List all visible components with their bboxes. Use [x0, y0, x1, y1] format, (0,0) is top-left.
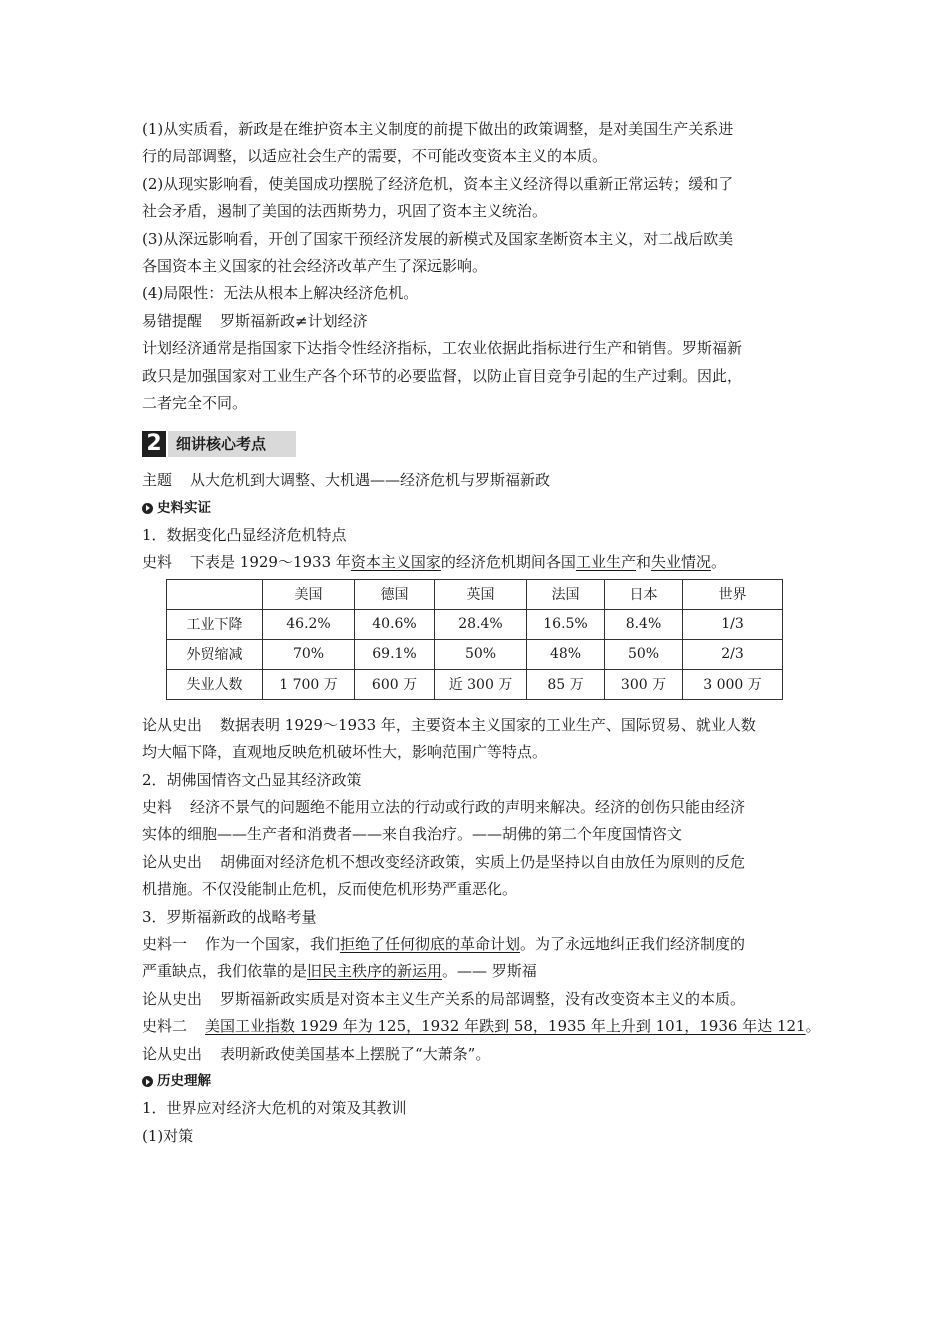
- error-tip-text: [142, 335, 814, 417]
- underlined-text: 拒绝了任何彻底的革命计划: [340, 934, 521, 953]
- paragraph-limitation: (4)局限性：无法从根本上解决经济危机。: [142, 284, 419, 303]
- theme-line: [142, 467, 814, 494]
- conclusion-label: 论从史出: [142, 1044, 203, 1063]
- table-row: [167, 639, 783, 669]
- underlined-text: 工业生产: [575, 553, 636, 572]
- table-cell: 近 300 万: [435, 669, 527, 699]
- table-cell: 40.6%: [355, 609, 435, 639]
- item-heading: 1．世界应对经济大危机的对策及其教训: [142, 1099, 407, 1118]
- source-label: 史料二: [142, 1017, 188, 1036]
- source-text: 下表是 1929～1933 年: [190, 553, 351, 572]
- source-label: 史料: [142, 553, 173, 572]
- table-header-cell: 美国: [263, 579, 355, 609]
- conclusion-line: 均大幅下降，直观地反映危机破坏性大，影响范围广等特点。: [142, 743, 548, 762]
- source-line: [142, 794, 814, 821]
- table-header-row: [167, 579, 783, 609]
- text-line: 计划经济通常是指国家下达指令性经济指标，工农业依据此指标进行生产和销售。罗斯福新: [142, 339, 743, 358]
- conclusion-line: [142, 1041, 814, 1068]
- table-header-cell: 德国: [355, 579, 435, 609]
- source-text: 。为了永远地纠正我们经济制度的: [520, 934, 746, 953]
- table-cell: 2/3: [683, 639, 783, 669]
- text-line: 二者完全不同。: [142, 393, 248, 412]
- theme-text: 从大危机到大调整、大机遇——经济危机与罗斯福新政: [190, 471, 551, 490]
- play-circle-icon: [142, 503, 153, 514]
- table-row: [167, 669, 783, 699]
- source-text: 经济不景气的问题绝不能用立法的行动或行政的声明来解决。经济的创伤只能由经济: [190, 798, 746, 817]
- conclusion-line: [142, 712, 814, 739]
- underlined-text: 资本主义国家: [350, 553, 441, 572]
- paragraph-reality: [142, 171, 814, 226]
- text-line: (2)从现实影响看，使美国成功摆脱了经济危机，资本主义经济得以重新正常运转；缓和了: [142, 174, 734, 193]
- tag-evidence: [142, 495, 814, 522]
- source-line: [142, 549, 814, 576]
- paragraph-essence: [142, 116, 814, 171]
- table-cell: 1/3: [683, 609, 783, 639]
- source-text: 的经济危机期间各国: [440, 553, 576, 572]
- table-header-cell: 法国: [527, 579, 605, 609]
- source-line: [142, 931, 814, 958]
- table-header-cell: 世界: [683, 579, 783, 609]
- source-text: 。: [805, 1017, 821, 1036]
- conclusion-label: 论从史出: [142, 852, 203, 871]
- source-text: 严重缺点，我们依靠的是: [142, 962, 308, 981]
- source-label: 史料一: [142, 934, 188, 953]
- conclusion-label: 论从史出: [142, 989, 203, 1008]
- source-text: 和: [635, 553, 651, 572]
- source-line: [142, 1013, 821, 1040]
- table-cell: 69.1%: [355, 639, 435, 669]
- conclusion-line: 机措施。不仅没能制止危机，反而使危机形势严重恶化。: [142, 880, 518, 899]
- section-header: [142, 425, 814, 463]
- source-text: 作为一个国家，我们: [205, 934, 341, 953]
- sub-heading: (1)对策: [142, 1126, 194, 1145]
- item-heading: 1．数据变化凸显经济危机特点: [142, 526, 347, 545]
- conclusion-text: 胡佛面对经济危机不想改变经济政策，实质上仍是坚持以自由放任为原则的反危: [220, 852, 746, 871]
- table-cell: 300 万: [605, 669, 683, 699]
- table-cell: 28.4%: [435, 609, 527, 639]
- error-tip-label: 易错提醒: [142, 311, 203, 330]
- table-cell: 16.5%: [527, 609, 605, 639]
- underlined-text: 失业情况: [650, 553, 711, 572]
- text-line: 政只是加强国家对工业生产各个环节的必要监督，以防止盲目竞争引起的生产过剩。因此，: [142, 366, 743, 385]
- section-title: 细讲核心考点: [168, 431, 296, 457]
- tag-label: 史料实证: [157, 499, 211, 516]
- table-row: [167, 609, 783, 639]
- source-label: 史料: [142, 798, 173, 817]
- table-cell: 外贸缩减: [167, 639, 263, 669]
- conclusion-line: [142, 986, 814, 1013]
- table-cell: 70%: [263, 639, 355, 669]
- tag-understanding: [142, 1068, 814, 1095]
- paragraph-longterm: [142, 226, 814, 281]
- table-cell: 85 万: [527, 669, 605, 699]
- tag-label: 历史理解: [157, 1072, 211, 1089]
- source-line: 实体的细胞——生产者和消费者——来自我治疗。——胡佛的第二个年度国情咨文: [142, 825, 683, 844]
- item-heading: 2．胡佛国情咨文凸显其经济政策: [142, 770, 362, 789]
- table-cell: 48%: [527, 639, 605, 669]
- table-cell: 50%: [605, 639, 683, 669]
- table-cell: 50%: [435, 639, 527, 669]
- text-line: 各国资本主义国家的社会经济改革产生了深远影响。: [142, 256, 488, 275]
- table-cell: 工业下降: [167, 609, 263, 639]
- text-line: 社会矛盾，遏制了美国的法西斯势力，巩固了资本主义统治。: [142, 202, 548, 221]
- conclusion-text: 罗斯福新政实质是对资本主义生产关系的局部调整，没有改变资本主义的本质。: [220, 989, 746, 1008]
- conclusion-label: 论从史出: [142, 715, 203, 734]
- item-heading: 3．罗斯福新政的战略考量: [142, 907, 317, 926]
- source-text: 。—— 罗斯福: [442, 962, 537, 981]
- crisis-data-table: [166, 579, 783, 700]
- table-cell: 失业人数: [167, 669, 263, 699]
- table-cell: 8.4%: [605, 609, 683, 639]
- text-line: (1)从实质看，新政是在维护资本主义制度的前提下做出的政策调整，是对美国生产关系进: [142, 120, 734, 138]
- play-circle-icon: [142, 1076, 153, 1087]
- document-page: [142, 116, 821, 1150]
- table-cell: 46.2%: [263, 609, 355, 639]
- error-tip-heading: [142, 308, 814, 335]
- table-header-cell: 日本: [605, 579, 683, 609]
- table-cell: 3 000 万: [683, 669, 783, 699]
- table-cell: 600 万: [355, 669, 435, 699]
- section-number: 2: [142, 431, 166, 457]
- conclusion-text: 表明新政使美国基本上摆脱了“大萧条”。: [220, 1044, 491, 1063]
- conclusion-line: [142, 849, 814, 876]
- error-tip-title: 罗斯福新政≠计划经济: [220, 311, 368, 330]
- theme-label: 主题: [142, 471, 173, 490]
- source-text: 。: [710, 553, 726, 572]
- text-line: 行的局部调整，以适应社会生产的需要，不可能改变资本主义的本质。: [142, 147, 608, 166]
- text-line: (3)从深远影响看，开创了国家干预经济发展的新模式及国家垄断资本主义，对二战后欧美: [142, 229, 734, 248]
- table-header-cell: [167, 579, 263, 609]
- table-cell: 1 700 万: [263, 669, 355, 699]
- underlined-text: 旧民主秩序的新运用: [307, 962, 443, 981]
- conclusion-text: 数据表明 1929～1933 年，主要资本主义国家的工业生产、国际贸易、就业人数: [220, 715, 756, 734]
- underlined-text: 美国工业指数 1929 年为 125，1932 年跌到 58，1935 年上升到 101，1936 年达 121: [205, 1017, 806, 1036]
- source-line: [142, 958, 814, 985]
- table-header-cell: 英国: [435, 579, 527, 609]
